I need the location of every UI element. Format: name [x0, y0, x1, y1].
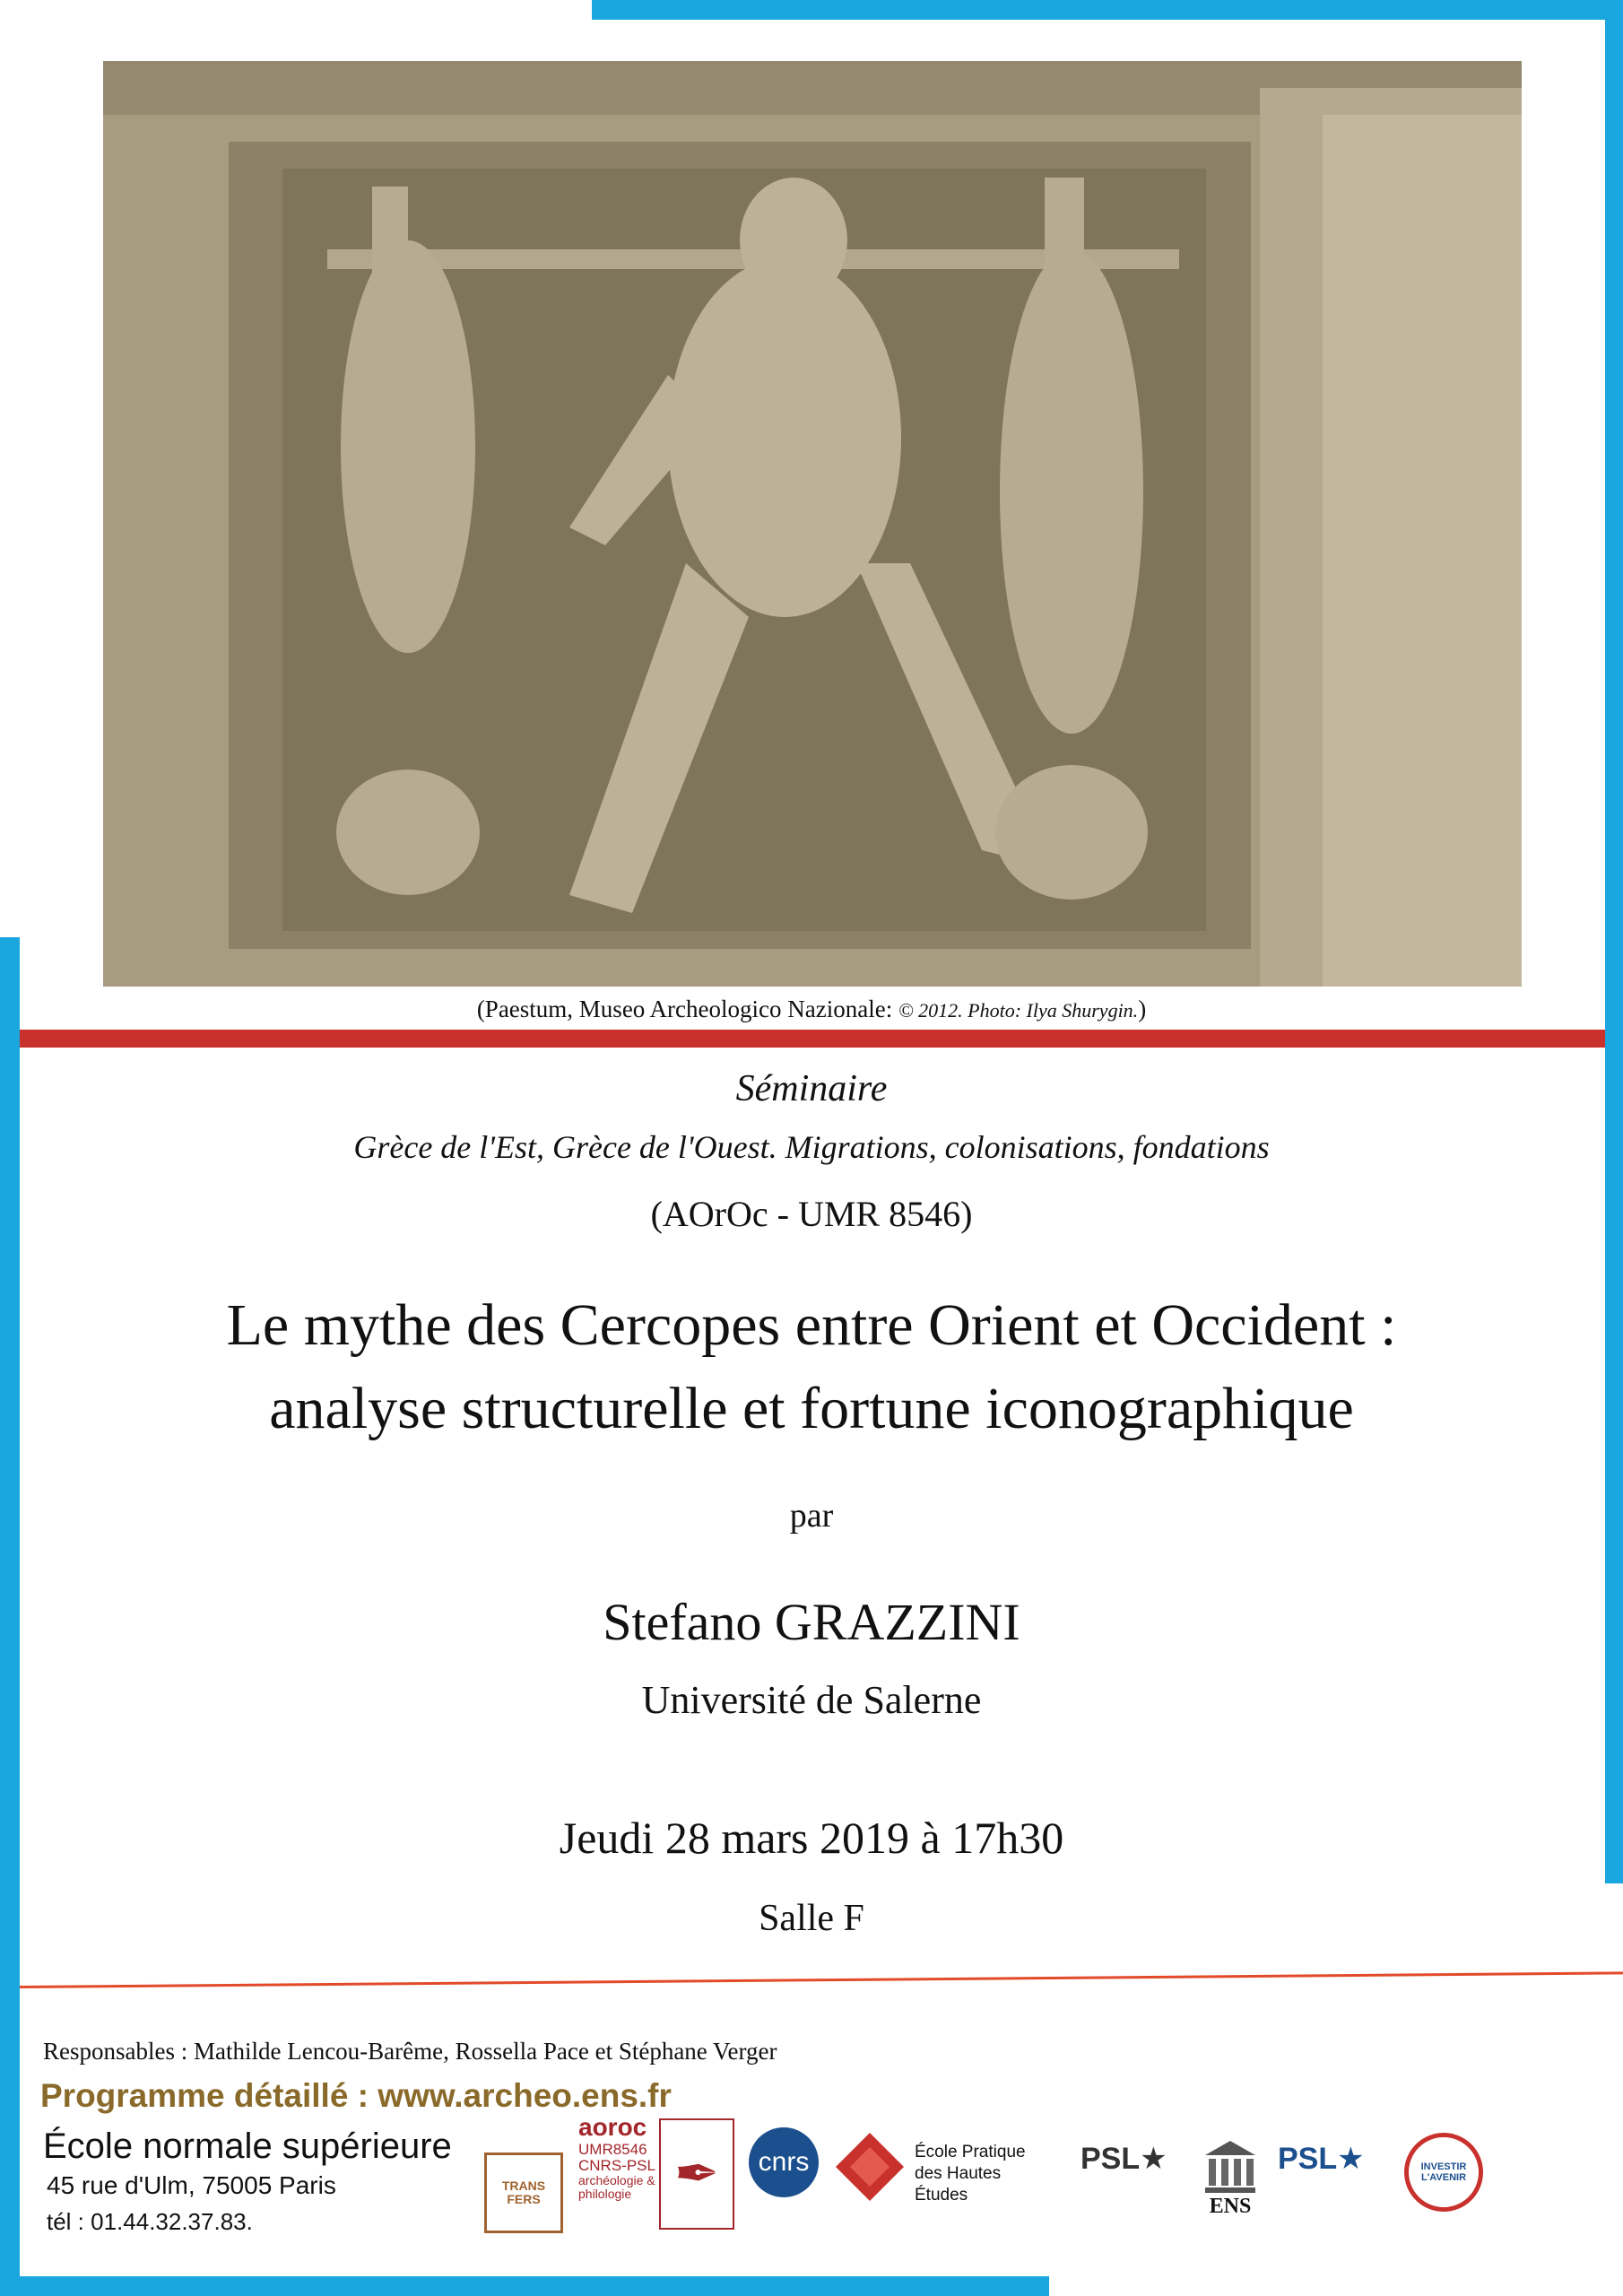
- relief-photo: [103, 61, 1522, 987]
- ens-building-icon: [1203, 2139, 1257, 2195]
- pen-nib-logo-icon: ✒: [659, 2118, 734, 2230]
- caption-close: ): [1138, 996, 1147, 1022]
- ephe-logo-text: [915, 2142, 1058, 2206]
- aoroc-logo-sub: archéologie & philologie: [578, 2173, 655, 2201]
- school-phone: tél : 01.44.32.37.83.: [47, 2208, 253, 2235]
- red-divider-band: [20, 1030, 1605, 1048]
- caption-credit: © 2012. Photo: Ilya Shurygin.: [898, 999, 1139, 1022]
- frame-bar-bottom: [0, 2276, 1049, 2296]
- seminar-theme: Grèce de l'Est, Grèce de l'Ouest. Migrations, colonisations, fondations: [353, 1129, 1270, 1165]
- school-name: École normale supérieure: [43, 2126, 452, 2166]
- ephe-line1: École Pratique: [915, 2143, 1026, 2161]
- investir-avenir-logo: INVESTIR L'AVENIR: [1404, 2133, 1483, 2212]
- footer-divider: [20, 1971, 1623, 1988]
- programme-link[interactable]: Programme détaillé : www.archeo.ens.fr: [40, 2077, 672, 2114]
- ephe-line2: des Hautes Études: [915, 2164, 1002, 2205]
- relief-illustration: [103, 61, 1522, 987]
- ephe-diamond-logo-icon: [834, 2131, 906, 2203]
- seminar-label: Séminaire: [735, 1068, 888, 1109]
- by-label: par: [789, 1497, 834, 1535]
- ens-logo-text: ENS: [1209, 2194, 1252, 2218]
- photo-caption: [0, 996, 1623, 1023]
- organizers: Responsables : Mathilde Lencou-Barême, Rossella Pace et Stéphane Verger: [43, 2038, 777, 2065]
- transfers-logo: TRANS FERS: [484, 2152, 563, 2233]
- aoroc-logo: [578, 2113, 661, 2239]
- event-room: Salle F: [759, 1898, 864, 1939]
- ens-logo: [1191, 2129, 1270, 2228]
- talk-title-line1: Le mythe des Cercopes entre Orient et Occident :: [226, 1292, 1397, 1358]
- frame-bar-top: [592, 0, 1623, 20]
- cnrs-logo: cnrs: [749, 2127, 819, 2197]
- event-datetime: Jeudi 28 mars 2019 à 17h30: [559, 1813, 1064, 1863]
- speaker-name: Stefano GRAZZINI: [603, 1593, 1020, 1651]
- speaker-affiliation: Université de Salerne: [641, 1678, 982, 1722]
- research-unit: (AOrOc - UMR 8546): [650, 1194, 973, 1234]
- psl-logo-2: PSL★: [1278, 2142, 1365, 2176]
- aoroc-logo-name: aoroc: [578, 2113, 647, 2141]
- psl-logo-1: PSL★: [1081, 2142, 1167, 2176]
- caption-main: (Paestum, Museo Archeologico Nazionale:: [476, 996, 898, 1022]
- talk-title-line2: analyse structurelle et fortune iconographique: [269, 1376, 1354, 1441]
- aoroc-logo-unit: UMR8546 CNRS-PSL: [578, 2141, 655, 2174]
- school-address: 45 rue d'Ulm, 75005 Paris: [47, 2171, 336, 2199]
